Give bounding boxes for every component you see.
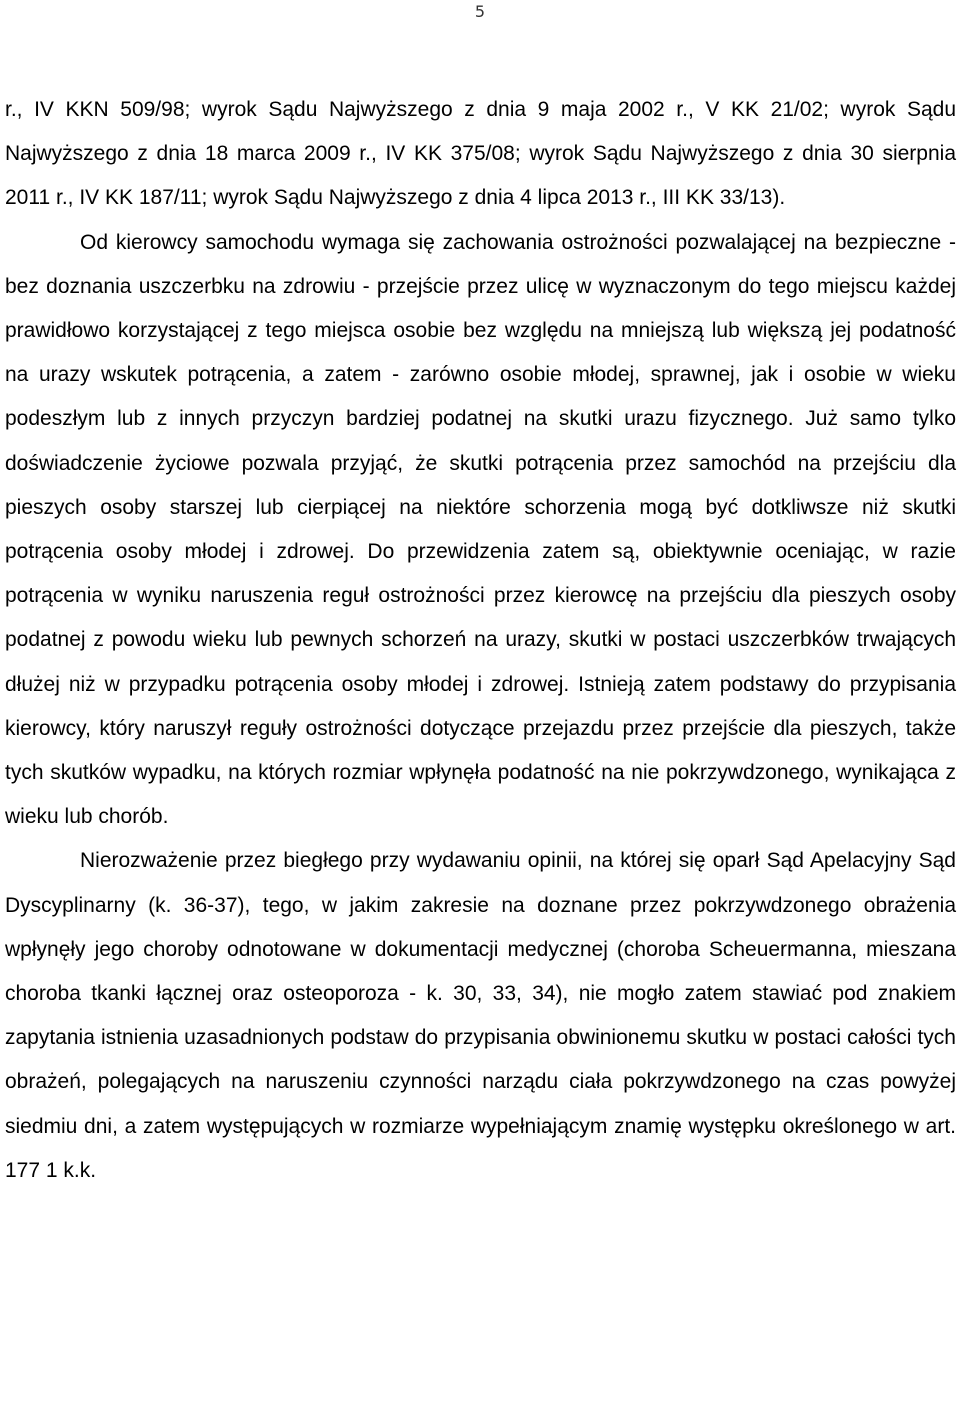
paragraph-citations: r., IV KKN 509/98; wyrok Sądu Najwyższego z dnia 9 maja 2002 r., V KK 21/02; wyrok Sądu Najwyższego z dnia 18 marca 2009 r., IV KK 375/08; wyrok Sądu Najwyższego z dnia 30 sierpnia 2011 r., IV KK 187/11; wyrok Sądu Najwyższego z dnia 4 lipca 2013 r., III KK 33/13). [5, 98, 956, 210]
document-body [5, 88, 956, 1193]
paragraph-driver-caution: Od kierowcy samochodu wymaga się zachowania ostrożności pozwalającej na bezpieczne - bez doznania uszczerbku na zdrowiu - przejście przez ulicę w wyznaczonym do tego miejscu każdej prawidłowo korzystającej z tego miejsca osobie bez względu na mniejszą lub większą jej podatność na urazy wskutek potrącenia, a zatem - zarówno osobie młodej, sprawnej, jak i osobie w wieku podeszłym lub z innych przyczyn bardziej podatnej na skutki urazu fizycznego. Już samo tylko doświadczenie życiowe pozwala przyjąć, że skutki potrącenia przez samochód na przejściu dla pieszych osoby starszej lub cierpiącej na niektóre schorzenia mogą być dotkliwsze niż skutki potrącenia osoby młodej i zdrowej. Do przewidzenia zatem są, obiektywnie oceniając, w razie potrącenia w wyniku naruszenia reguł ostrożności przez kierowcę na przejściu dla pieszych osoby podatnej z powodu wieku lub pewnych schorzeń na urazy, skutki w postaci uszczerbków trwających dłużej niż w przypadku potrącenia osoby młodej i zdrowej. Istnieją zatem podstawy do przypisania kierowcy, który naruszył reguły ostrożności dotyczące przejazdu przez przejście dla pieszych, także tych skutków wypadku, na których rozmiar wpłynęła podatność na nie pokrzywdzonego, wynikająca z wieku lub chorób. [5, 230, 956, 829]
paragraph-expert-opinion: Nierozważenie przez biegłego przy wydawaniu opinii, na której się oparł Sąd Apelacyjny Sąd Dyscyplinarny (k. 36-37), tego, w jakim zakresie na doznane przez pokrzywdzonego obrażenia wpłynęły jego choroby odnotowane w dokumentacji medycznej (choroba Scheuermanna, mieszana choroba tkanki łącznej oraz osteoporoza - k. 30, 33, 34), nie mogło zatem stawiać pod znakiem zapytania istnienia uzasadnionych podstaw do przypisania obwinionemu skutku w postaci całości tych obrażeń, polegających na naruszeniu czynności narządu ciała pokrzywdzonego na czas powyżej siedmiu dni, a zatem występujących w rozmiarze wypełniającym znamię występku określonego w art. 177 1 k.k. [5, 849, 956, 1182]
page-number: 5 [474, 2, 486, 21]
